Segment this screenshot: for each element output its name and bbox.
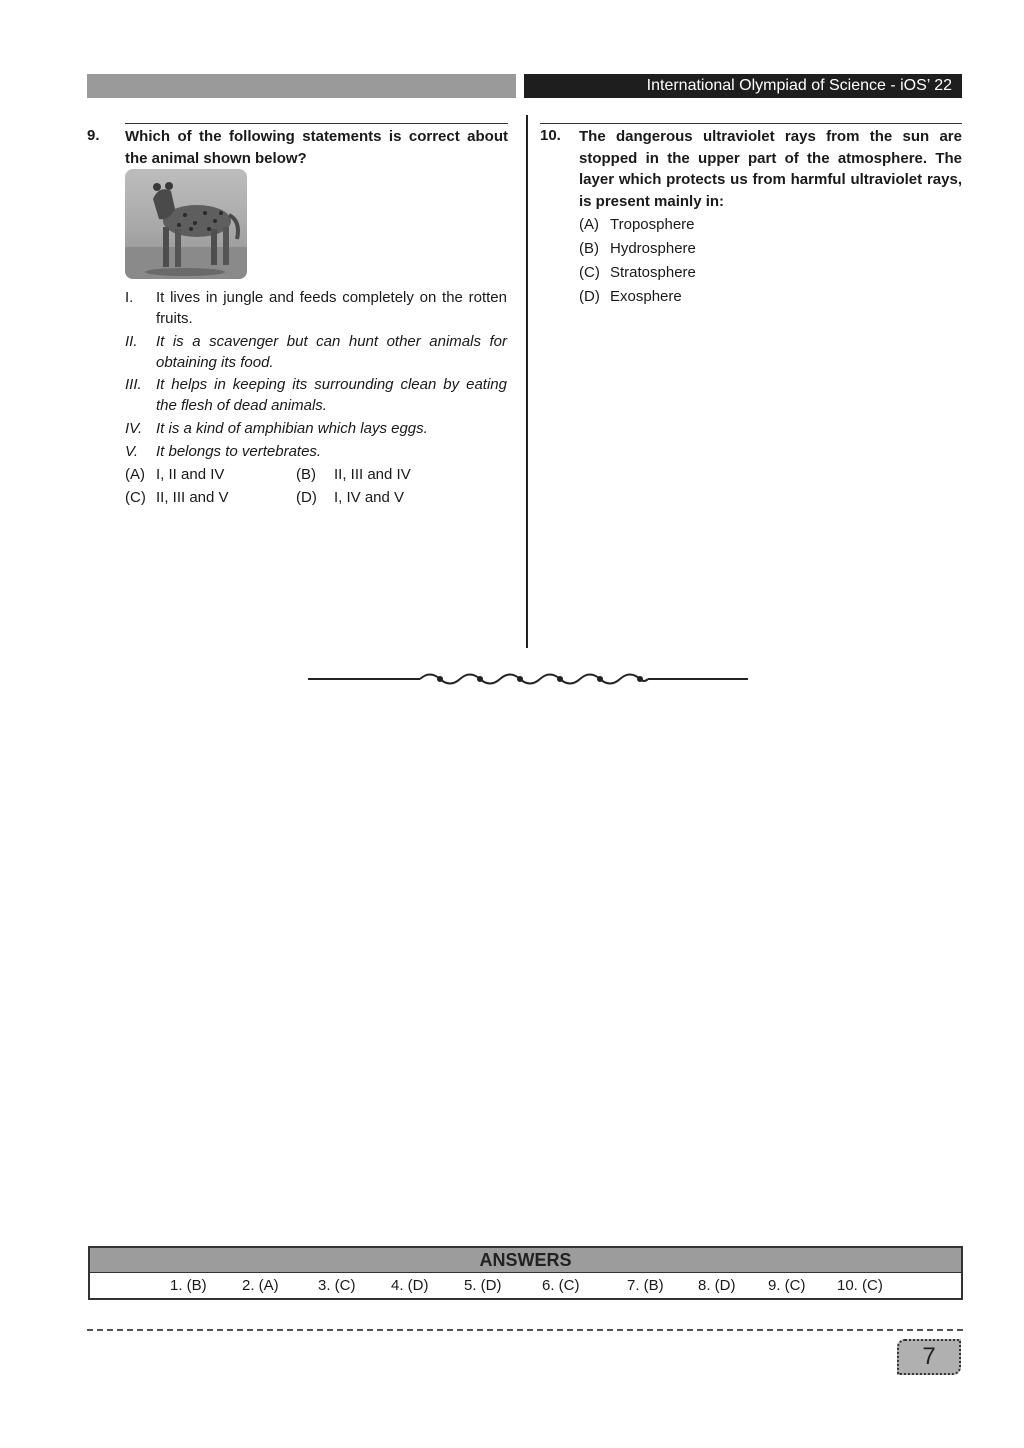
option-text: Hydrosphere <box>610 240 696 257</box>
q9-option-d[interactable] <box>296 487 404 508</box>
header-bar-left <box>87 74 516 98</box>
ornament-line-right <box>648 678 748 680</box>
statement-text: It lives in jungle and feeds completely on the rotten fruits. <box>156 289 507 327</box>
q10-option-a[interactable] <box>579 214 695 235</box>
statement-text: It is a scavenger but can hunt other animals for obtaining its food. <box>156 333 507 371</box>
answer-item: 6. (C) <box>542 1277 580 1294</box>
option-text: Stratosphere <box>610 264 696 281</box>
q9-option-b[interactable] <box>296 464 411 485</box>
option-text: I, II and IV <box>156 466 225 483</box>
answer-item: 4. (D) <box>391 1277 429 1294</box>
q10-question-text: The dangerous ultraviolet rays from the sun are stopped in the upper part of the atmosphere. The layer which protects us from harmful ultraviolet rays, is present mainly in: <box>579 128 962 210</box>
q9-number: 9. <box>87 127 100 144</box>
option-label: (C) <box>125 489 146 506</box>
answer-item: 3. (C) <box>318 1277 356 1294</box>
answer-item: 9. (C) <box>768 1277 806 1294</box>
option-text: II, III and V <box>156 489 229 506</box>
page-number: 7 <box>897 1339 961 1375</box>
option-text: II, III and IV <box>334 466 411 483</box>
q10-number: 10. <box>540 127 561 144</box>
hyena-illustration <box>125 169 247 279</box>
option-label: (C) <box>579 264 600 281</box>
option-label: (A) <box>125 466 145 483</box>
answer-item: 2. (A) <box>242 1277 279 1294</box>
footer-dashed-rule <box>87 1329 963 1331</box>
option-label: (D) <box>579 288 600 305</box>
statement-text: It is a kind of amphibian which lays eggs. <box>156 420 428 437</box>
statement-number: IV. <box>125 420 143 437</box>
q9-top-rule <box>125 123 508 124</box>
statement-number: I. <box>125 289 134 306</box>
q10-top-rule <box>540 123 962 124</box>
q9-option-c[interactable] <box>125 487 229 508</box>
answer-item: 10. (C) <box>837 1277 883 1294</box>
q9-option-a[interactable] <box>125 464 224 485</box>
statement-number: III. <box>125 376 142 393</box>
column-divider <box>526 115 528 648</box>
option-label: (D) <box>296 489 317 506</box>
answer-item: 1. (B) <box>170 1277 207 1294</box>
answer-item: 7. (B) <box>627 1277 664 1294</box>
option-label: (B) <box>296 466 316 483</box>
statement-number: V. <box>125 443 139 460</box>
option-text: Troposphere <box>610 216 695 233</box>
q10-option-b[interactable] <box>579 238 696 259</box>
option-text: I, IV and V <box>334 489 405 506</box>
ornament-flourish-icon <box>418 668 650 690</box>
hyena-photo <box>125 169 247 279</box>
q10-option-d[interactable] <box>579 286 682 307</box>
answers-table <box>88 1246 963 1300</box>
answers-title: ANSWERS <box>90 1248 961 1272</box>
answer-item: 5. (D) <box>464 1277 502 1294</box>
statement-text: It helps in keeping its surrounding clean by eating the flesh of dead animals. <box>156 376 507 414</box>
header-title: International Olympiad of Science - iOS’ 22 <box>524 74 962 98</box>
answer-item: 8. (D) <box>698 1277 736 1294</box>
statement-number: II. <box>125 333 138 350</box>
answers-rule <box>90 1272 961 1273</box>
ornament-line-left <box>308 678 420 680</box>
statement-text: It belongs to vertebrates. <box>156 443 322 460</box>
option-label: (A) <box>579 216 599 233</box>
q9-question-text: Which of the following statements is correct about the animal shown below? <box>125 128 508 167</box>
q10-option-c[interactable] <box>579 262 696 283</box>
option-text: Exosphere <box>610 288 682 305</box>
option-label: (B) <box>579 240 599 257</box>
